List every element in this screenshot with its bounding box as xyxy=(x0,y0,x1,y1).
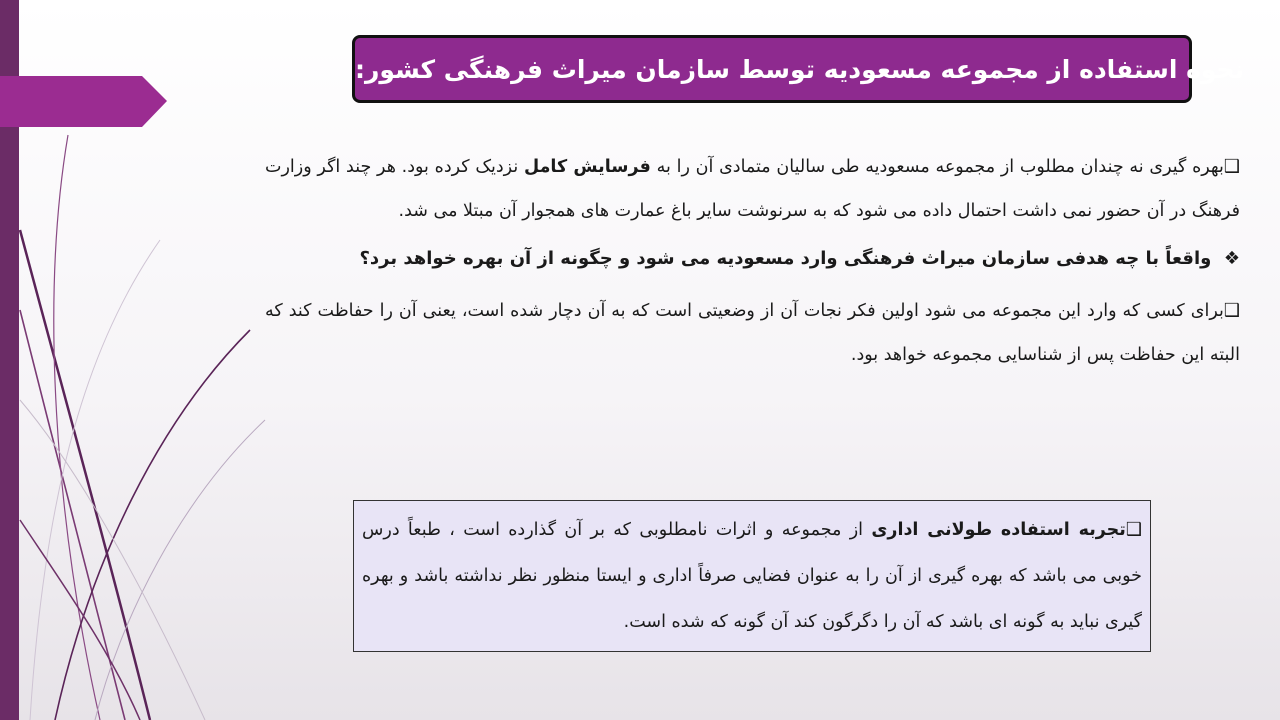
slide-body xyxy=(265,145,1240,377)
slide-title: نحوه استفاده از مجموعه مسعودیه توسط سازمان میراث فرهنگی کشور: xyxy=(352,35,1192,103)
highlight-text: از مجموعه و اثرات نامطلوبی که بر آن گذارده است ، طبعاً درس خوبی می باشد که بهره گیری از آن را به عنوان فضایی صرفاً اداری و ایستا منظور نظر نداشته باشد و بهره گیری نباید به گونه ای باشد که آن را دگرگون کند آن گونه که شده است. xyxy=(362,520,1142,632)
paragraph-protection xyxy=(265,289,1240,377)
checkbox-bullet-icon: ❑ xyxy=(1125,519,1142,540)
paragraph-protection-text: برای کسی که وارد این مجموعه می شود اولین فکر نجات آن از وضعیتی است که به آن دچار شده است، یعنی آن را حفاظت کند که البته این حفاظت پس از شناسایی مجموعه خواهد بود. xyxy=(265,301,1240,365)
arrow-banner xyxy=(0,76,167,127)
highlight-box xyxy=(353,500,1151,652)
paragraph-intro xyxy=(265,145,1240,233)
paragraph-intro-bold: فرسایش کامل xyxy=(523,157,651,177)
diamond-bullet-icon: ❖ xyxy=(1223,248,1240,269)
decorative-background xyxy=(0,0,280,720)
question-line xyxy=(265,237,1240,281)
paragraph-intro-text-end: نزدیک کرده بود. هر چند اگر وزارت فرهنگ در آن حضور نمی داشت احتمال داده می شود که به سرنوشت سایر باغ عمارت های همجوار آن مبتلا می شد. xyxy=(265,157,1240,221)
decorative-curves xyxy=(20,135,265,720)
checkbox-bullet-icon: ❑ xyxy=(1223,300,1240,321)
highlight-bold: تجربه استفاده طولانی اداری xyxy=(871,520,1126,540)
paragraph-intro-text-start: بهره گیری نه چندان مطلوب از مجموعه مسعودیه طی سالیان متمادی آن را به xyxy=(650,157,1224,177)
highlight-paragraph xyxy=(362,507,1142,645)
question-text: واقعاً با چه هدفی سازمان میراث فرهنگی وارد مسعودیه می شود و چگونه از آن بهره خواهد برد؟ xyxy=(359,248,1212,269)
checkbox-bullet-icon: ❑ xyxy=(1223,156,1240,177)
